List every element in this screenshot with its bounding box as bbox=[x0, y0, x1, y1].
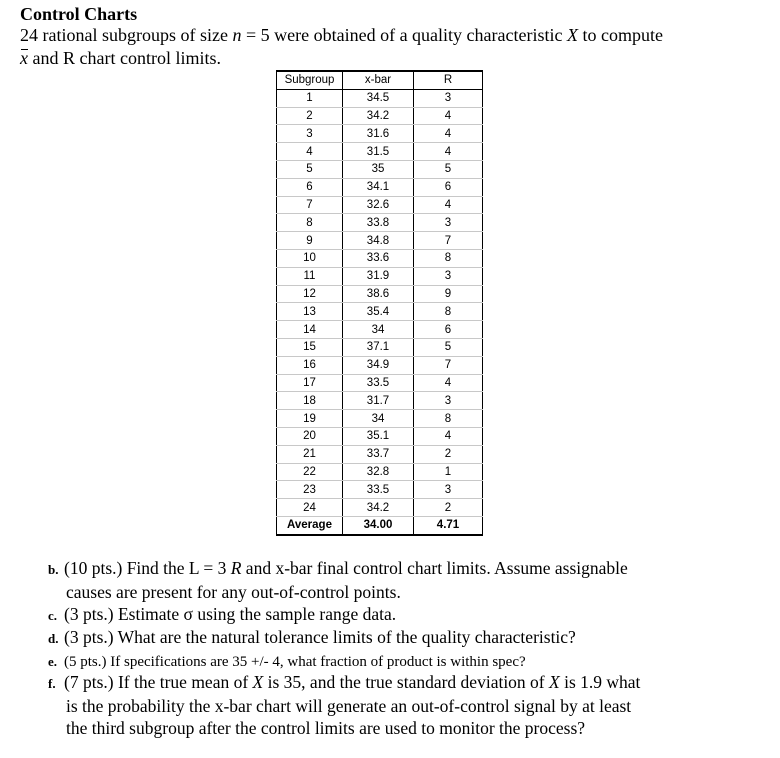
cell-subgroup: 7 bbox=[277, 196, 343, 214]
cell-xbar: 33.7 bbox=[343, 445, 414, 463]
problem-intro bbox=[20, 24, 760, 70]
header-r: R bbox=[414, 71, 483, 89]
table-row bbox=[277, 392, 483, 410]
cell-xbar: 33.8 bbox=[343, 214, 414, 232]
table-row bbox=[277, 125, 483, 143]
cell-subgroup: 19 bbox=[277, 410, 343, 428]
cell-r: 5 bbox=[414, 160, 483, 178]
cell-subgroup: 5 bbox=[277, 160, 343, 178]
question-f-text-2: is 35, and the true standard deviation of bbox=[263, 672, 550, 692]
cell-r: 3 bbox=[414, 392, 483, 410]
cell-subgroup: 20 bbox=[277, 427, 343, 445]
x-variable: X bbox=[566, 25, 578, 45]
cell-subgroup: 15 bbox=[277, 338, 343, 356]
cell-r: 4 bbox=[414, 125, 483, 143]
cell-xbar: 34.1 bbox=[343, 178, 414, 196]
table-row bbox=[277, 249, 483, 267]
cell-r: 4 bbox=[414, 143, 483, 161]
cell-xbar: 32.8 bbox=[343, 463, 414, 481]
cell-r: 8 bbox=[414, 249, 483, 267]
table-row bbox=[277, 321, 483, 339]
average-label: Average bbox=[277, 516, 343, 534]
question-f-x-variable-2: X bbox=[549, 672, 560, 692]
table-row bbox=[277, 160, 483, 178]
cell-subgroup: 2 bbox=[277, 107, 343, 125]
cell-xbar: 38.6 bbox=[343, 285, 414, 303]
cell-r: 4 bbox=[414, 107, 483, 125]
table-row bbox=[277, 481, 483, 499]
table-row bbox=[277, 410, 483, 428]
table-average-row bbox=[277, 516, 483, 534]
question-f-text-3: is 1.9 what bbox=[559, 672, 641, 692]
page-title: Control Charts bbox=[20, 4, 138, 24]
intro-text-2: = 5 were obtained of a quality characteristic bbox=[241, 25, 567, 45]
cell-subgroup: 8 bbox=[277, 214, 343, 232]
cell-r: 3 bbox=[414, 89, 483, 107]
cell-subgroup: 17 bbox=[277, 374, 343, 392]
cell-subgroup: 16 bbox=[277, 356, 343, 374]
table-row bbox=[277, 374, 483, 392]
average-r: 4.71 bbox=[414, 516, 483, 534]
question-f bbox=[48, 671, 748, 739]
table-row bbox=[277, 214, 483, 232]
cell-r: 3 bbox=[414, 267, 483, 285]
cell-r: 7 bbox=[414, 356, 483, 374]
header-xbar: x-bar bbox=[343, 71, 414, 89]
table-row bbox=[277, 107, 483, 125]
cell-xbar: 34 bbox=[343, 410, 414, 428]
table-row bbox=[277, 285, 483, 303]
question-b-text-1b: and x-bar final control chart limits. Assume assignable bbox=[241, 558, 628, 578]
cell-xbar: 34.5 bbox=[343, 89, 414, 107]
question-b-r-variable: R bbox=[230, 558, 242, 578]
question-c-text: (3 pts.) Estimate σ using the sample range data. bbox=[64, 604, 397, 624]
question-b-label: b. bbox=[48, 562, 59, 577]
cell-subgroup: 3 bbox=[277, 125, 343, 143]
table-row bbox=[277, 303, 483, 321]
table-row bbox=[277, 89, 483, 107]
question-c bbox=[48, 603, 748, 627]
table-row bbox=[277, 267, 483, 285]
cell-xbar: 31.7 bbox=[343, 392, 414, 410]
cell-r: 2 bbox=[414, 445, 483, 463]
question-f-text-line3: the third subgroup after the control limits are used to monitor the process? bbox=[66, 718, 586, 738]
cell-subgroup: 13 bbox=[277, 303, 343, 321]
cell-xbar: 31.6 bbox=[343, 125, 414, 143]
table-row bbox=[277, 499, 483, 517]
cell-subgroup: 12 bbox=[277, 285, 343, 303]
cell-subgroup: 6 bbox=[277, 178, 343, 196]
cell-r: 6 bbox=[414, 178, 483, 196]
cell-r: 7 bbox=[414, 232, 483, 250]
cell-subgroup: 11 bbox=[277, 267, 343, 285]
cell-xbar: 34 bbox=[343, 321, 414, 339]
table-header-row bbox=[277, 71, 483, 89]
question-f-text-line2: is the probability the x-bar chart will generate an out-of-control signal by at least bbox=[66, 696, 632, 716]
question-f-x-variable-1: X bbox=[252, 672, 264, 692]
cell-subgroup: 21 bbox=[277, 445, 343, 463]
cell-subgroup: 23 bbox=[277, 481, 343, 499]
cell-subgroup: 18 bbox=[277, 392, 343, 410]
subgroup-data-table bbox=[276, 70, 483, 536]
question-e-label: e. bbox=[48, 654, 58, 669]
table-row bbox=[277, 178, 483, 196]
question-e-text: (5 pts.) If specifications are 35 +/- 4, what fraction of product is within spec? bbox=[64, 654, 526, 670]
cell-r: 2 bbox=[414, 499, 483, 517]
cell-xbar: 34.2 bbox=[343, 107, 414, 125]
table-row bbox=[277, 143, 483, 161]
cell-subgroup: 10 bbox=[277, 249, 343, 267]
question-d-text: (3 pts.) What are the natural tolerance limits of the quality characteristic? bbox=[64, 627, 576, 647]
table-row bbox=[277, 445, 483, 463]
question-b bbox=[48, 557, 748, 603]
cell-xbar: 33.5 bbox=[343, 481, 414, 499]
intro-text-1: 24 rational subgroups of size bbox=[20, 25, 233, 45]
cell-r: 4 bbox=[414, 374, 483, 392]
cell-subgroup: 22 bbox=[277, 463, 343, 481]
cell-r: 4 bbox=[414, 427, 483, 445]
cell-r: 8 bbox=[414, 410, 483, 428]
cell-xbar: 33.5 bbox=[343, 374, 414, 392]
cell-xbar: 35.4 bbox=[343, 303, 414, 321]
question-b-text-2: causes are present for any out-of-control points. bbox=[66, 582, 401, 602]
question-b-text-1a: (10 pts.) Find the L = 3 bbox=[64, 558, 231, 578]
cell-xbar: 33.6 bbox=[343, 249, 414, 267]
question-d bbox=[48, 626, 748, 650]
cell-xbar: 35.1 bbox=[343, 427, 414, 445]
cell-xbar: 31.9 bbox=[343, 267, 414, 285]
question-f-text-1: (7 pts.) If the true mean of bbox=[64, 672, 253, 692]
cell-xbar: 34.8 bbox=[343, 232, 414, 250]
question-d-label: d. bbox=[48, 631, 59, 646]
question-f-label: f. bbox=[48, 676, 56, 691]
cell-r: 3 bbox=[414, 481, 483, 499]
cell-r: 3 bbox=[414, 214, 483, 232]
cell-subgroup: 14 bbox=[277, 321, 343, 339]
average-xbar: 34.00 bbox=[343, 516, 414, 534]
cell-r: 6 bbox=[414, 321, 483, 339]
cell-xbar: 31.5 bbox=[343, 143, 414, 161]
table-row bbox=[277, 338, 483, 356]
cell-xbar: 34.2 bbox=[343, 499, 414, 517]
intro-text-3: to compute bbox=[577, 25, 663, 45]
cell-r: 9 bbox=[414, 285, 483, 303]
header-subgroup: Subgroup bbox=[277, 71, 343, 89]
cell-r: 1 bbox=[414, 463, 483, 481]
cell-r: 5 bbox=[414, 338, 483, 356]
xbar-symbol: x bbox=[20, 48, 28, 68]
cell-xbar: 34.9 bbox=[343, 356, 414, 374]
question-e bbox=[48, 649, 748, 673]
cell-r: 8 bbox=[414, 303, 483, 321]
cell-subgroup: 24 bbox=[277, 499, 343, 517]
cell-xbar: 37.1 bbox=[343, 338, 414, 356]
table-row bbox=[277, 232, 483, 250]
cell-subgroup: 1 bbox=[277, 89, 343, 107]
table-row bbox=[277, 463, 483, 481]
cell-xbar: 32.6 bbox=[343, 196, 414, 214]
cell-xbar: 35 bbox=[343, 160, 414, 178]
n-variable: n bbox=[232, 25, 242, 45]
table-row bbox=[277, 427, 483, 445]
cell-r: 4 bbox=[414, 196, 483, 214]
cell-subgroup: 9 bbox=[277, 232, 343, 250]
table-row bbox=[277, 196, 483, 214]
table-body bbox=[277, 89, 483, 516]
question-c-label: c. bbox=[48, 608, 58, 623]
cell-subgroup: 4 bbox=[277, 143, 343, 161]
table-row bbox=[277, 356, 483, 374]
intro-text-4: and R chart control limits. bbox=[28, 48, 221, 68]
